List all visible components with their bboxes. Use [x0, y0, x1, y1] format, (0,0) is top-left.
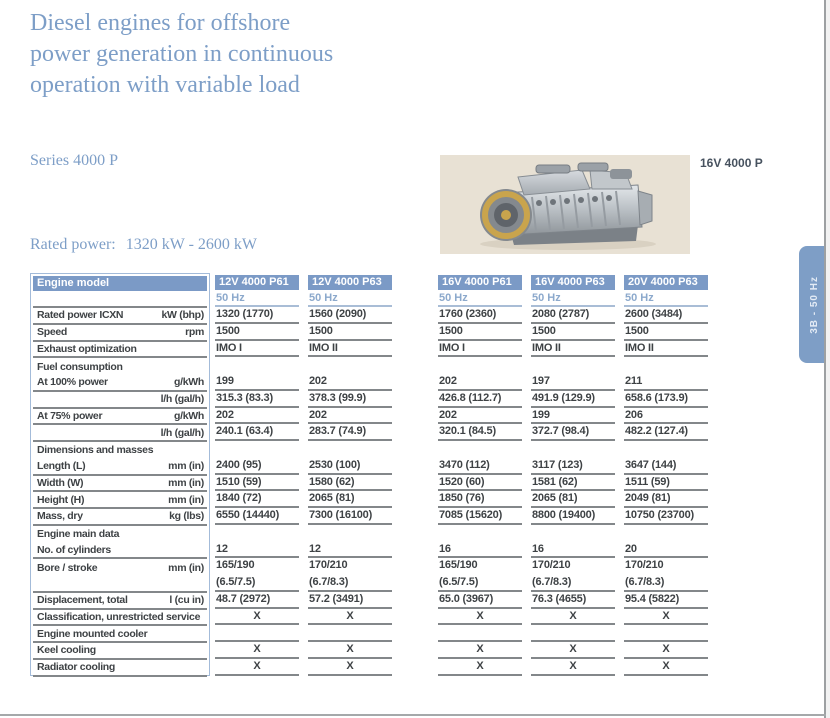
label-row [33, 459, 207, 476]
value-cell: 1511 (59) [624, 475, 708, 492]
value-cell: 2080 (2787) [531, 307, 615, 324]
value-cell: X [215, 609, 299, 626]
value-cell: IMO II [531, 341, 615, 358]
value-cell: 1580 (62) [308, 475, 392, 492]
value-cell: X [438, 659, 522, 676]
row-label: Width (W) [37, 476, 84, 489]
label-row [33, 543, 207, 560]
row-label: Classification, unrestricted service [37, 610, 201, 623]
row-label: Fuel consumption [37, 360, 123, 373]
row-unit: l (cu in) [169, 594, 204, 607]
value-cell: 320.1 (84.5) [438, 424, 522, 441]
value-cell [215, 625, 299, 642]
section-header-row [33, 526, 207, 543]
row-unit: g/kWh [174, 409, 204, 422]
label-row [33, 610, 207, 627]
row-label: At 100% power [37, 376, 108, 389]
value-cell: IMO II [624, 341, 708, 358]
value-cell: 3470 (112) [438, 458, 522, 475]
series-label: Series 4000 P [30, 152, 118, 169]
value-cell: 378.3 (99.9) [308, 391, 392, 408]
row-label: Bore / stroke [37, 561, 98, 574]
section-spacer-cell [531, 525, 615, 542]
value-cell: X [624, 609, 708, 626]
value-cell [308, 625, 392, 642]
value-cell: 1581 (62) [531, 475, 615, 492]
value-cell: 206 [624, 408, 708, 425]
row-label: Displacement, total [37, 594, 128, 607]
page-title-line-3: operation with variable load [30, 72, 300, 98]
value-cell: 1500 [308, 324, 392, 341]
row-unit: mm (in) [168, 493, 204, 506]
page-edge-bottom [0, 714, 826, 716]
value-cell: IMO I [438, 341, 522, 358]
value-cell: 283.7 (74.9) [308, 424, 392, 441]
row-unit: kW (bhp) [161, 309, 204, 322]
engine-model-block [30, 273, 210, 676]
row-label: Dimensions and masses [37, 444, 154, 457]
value-cell: 1320 (1770) [215, 307, 299, 324]
value-cell: 20 [624, 542, 708, 559]
value-cell: 1510 (59) [215, 475, 299, 492]
row-label: Length (L) [37, 460, 86, 473]
value-cell: X [215, 642, 299, 659]
value-cell: 2049 (81) [624, 491, 708, 508]
value-cell: 7300 (16100) [308, 508, 392, 525]
section-spacer-cell [215, 357, 299, 374]
value-cell: 315.3 (83.3) [215, 391, 299, 408]
value-cell: (6.5/7.5) [438, 575, 522, 592]
value-cell: 1500 [531, 324, 615, 341]
value-cell: X [215, 659, 299, 676]
label-row [33, 308, 207, 325]
engine-column-20v-4000-p63 [624, 273, 708, 676]
value-cell: X [438, 642, 522, 659]
value-cell: 170/210 [532, 559, 571, 572]
value-cell: 48.7 (2972) [215, 592, 299, 609]
value-cell: 3117 (123) [531, 458, 615, 475]
value-cell: 1500 [624, 324, 708, 341]
value-cell: 16 [438, 542, 522, 559]
frequency-cell: 50 Hz [531, 290, 615, 307]
value-cell: 12 [215, 542, 299, 559]
section-spacer-cell [438, 357, 522, 374]
section-spacer-cell [438, 525, 522, 542]
row-unit: rpm [185, 326, 204, 339]
value-cell: 2400 (95) [215, 458, 299, 475]
section-spacer-cell [531, 441, 615, 458]
value-cell: 199 [531, 408, 615, 425]
label-row [33, 392, 207, 409]
value-cell: 197 [531, 374, 615, 391]
engine-column-16v-4000-p63 [531, 273, 615, 676]
table-corner-header: Engine model [33, 276, 207, 291]
value-cell: X [308, 659, 392, 676]
section-spacer-cell [308, 441, 392, 458]
value-cell: 95.4 (5822) [624, 592, 708, 609]
engine-model-header: 12V 4000 P63 [308, 275, 392, 290]
row-label: Radiator cooling [37, 661, 116, 674]
value-cell: 1850 (76) [438, 491, 522, 508]
value-cell: (6.5/7.5) [215, 575, 299, 592]
row-label: Rated power ICXN [37, 309, 124, 322]
section-spacer-cell [215, 441, 299, 458]
section-header-row [33, 442, 207, 459]
section-header-row [33, 358, 207, 375]
value-cell: 202 [438, 374, 522, 391]
page-edge-background [826, 0, 830, 718]
value-cell: X [531, 659, 615, 676]
value-cell: 202 [308, 408, 392, 425]
value-cell: 165/190 [216, 559, 255, 572]
label-row [33, 559, 207, 576]
page-title-line-1: Diesel engines for offshore [30, 10, 291, 36]
engine-column-12v-4000-p63 [308, 273, 392, 676]
engine-model-header: 20V 4000 P63 [624, 275, 708, 290]
value-cell: X [624, 642, 708, 659]
label-row [33, 342, 207, 359]
side-tab-label: 3B - 50 Hz [809, 275, 820, 334]
label-row [33, 409, 207, 426]
engine-photo [440, 155, 690, 254]
value-cell: IMO I [215, 341, 299, 358]
value-cell: 482.2 (127.4) [624, 424, 708, 441]
value-cell: 202 [438, 408, 522, 425]
row-unit: mm (in) [168, 460, 204, 473]
frequency-cell: 50 Hz [215, 290, 299, 307]
frequency-cell: 50 Hz [624, 290, 708, 307]
value-cell: 65.0 (3967) [438, 592, 522, 609]
value-cell: 2065 (81) [308, 491, 392, 508]
section-spacer-cell [215, 525, 299, 542]
value-cell: 1520 (60) [438, 475, 522, 492]
value-cell: IMO II [308, 341, 392, 358]
section-spacer-cell [308, 357, 392, 374]
section-spacer-cell [308, 525, 392, 542]
value-cell: 6550 (14440) [215, 508, 299, 525]
row-unit: mm (in) [168, 561, 204, 574]
row-label: No. of cylinders [37, 543, 111, 556]
engine-photo-caption: 16V 4000 P [700, 156, 763, 170]
value-cell: 240.1 (63.4) [215, 424, 299, 441]
label-row [33, 476, 207, 493]
row-label: Mass, dry [37, 510, 83, 523]
frequency-cell: 50 Hz [438, 290, 522, 307]
label-row [33, 325, 207, 342]
section-spacer-cell [624, 357, 708, 374]
value-cell: (6.7/8.3) [308, 575, 392, 592]
row-label: At 75% power [37, 409, 103, 422]
value-cell: 1560 (2090) [308, 307, 392, 324]
value-cell: 3647 (144) [624, 458, 708, 475]
label-row [33, 660, 207, 677]
value-cell: X [308, 609, 392, 626]
value-cell: 202 [308, 374, 392, 391]
section-spacer-cell [624, 441, 708, 458]
label-row [33, 375, 207, 392]
row-unit: l/h (gal/h) [160, 426, 204, 439]
rated-power-label: Rated power: [30, 236, 116, 253]
label-row [33, 593, 207, 610]
value-cell: 7085 (15620) [438, 508, 522, 525]
row-unit: l/h (gal/h) [160, 393, 204, 406]
engine-column-12v-4000-p61 [215, 273, 299, 676]
value-cell: 1500 [215, 324, 299, 341]
label-row [33, 425, 207, 442]
value-cell: 2600 (3484) [624, 307, 708, 324]
value-cell: 1840 (72) [215, 491, 299, 508]
row-label: Speed [37, 326, 68, 339]
value-cell: X [308, 642, 392, 659]
value-cell: X [624, 659, 708, 676]
value-cell: X [531, 609, 615, 626]
value-cell: 170/210 [625, 559, 664, 572]
value-cell: 1500 [438, 324, 522, 341]
frequency-cell: 50 Hz [308, 290, 392, 307]
label-row [33, 576, 207, 593]
engine-model-header: 12V 4000 P61 [215, 275, 299, 290]
section-spacer-cell [438, 441, 522, 458]
row-label: Height (H) [37, 493, 85, 506]
section-spacer-cell [624, 525, 708, 542]
value-cell: 211 [624, 374, 708, 391]
row-unit: kg (lbs) [169, 510, 204, 523]
value-cell: 199 [215, 374, 299, 391]
row-label: Engine main data [37, 528, 120, 541]
label-row [33, 492, 207, 509]
label-row [33, 626, 207, 643]
value-cell: 170/210 [309, 559, 348, 572]
value-cell: 2065 (81) [531, 491, 615, 508]
rated-power-value: 1320 kW - 2600 kW [125, 236, 257, 253]
label-freq-spacer [33, 291, 207, 308]
row-label: Exhaust optimization [37, 342, 137, 355]
engine-model-header: 16V 4000 P61 [438, 275, 522, 290]
value-cell: 491.9 (129.9) [531, 391, 615, 408]
value-cell [624, 625, 708, 642]
spec-table [30, 273, 710, 677]
value-cell: 8800 (19400) [531, 508, 615, 525]
label-row [33, 643, 207, 660]
row-unit: mm (in) [168, 476, 204, 489]
value-cell: (6.7/8.3) [624, 575, 708, 592]
engine-column-16v-4000-p61 [438, 273, 522, 676]
row-unit: g/kWh [174, 376, 204, 389]
engine-illustration [440, 155, 690, 254]
value-cell: 426.8 (112.7) [438, 391, 522, 408]
row-label: Engine mounted cooler [37, 627, 148, 640]
page-title-line-2: power generation in continuous [30, 41, 334, 67]
value-cell: 2530 (100) [308, 458, 392, 475]
rated-power-line [30, 236, 257, 254]
row-label: Keel cooling [37, 644, 96, 657]
value-cell: 76.3 (4655) [531, 592, 615, 609]
value-cell [438, 625, 522, 642]
value-cell: 57.2 (3491) [308, 592, 392, 609]
page-edge-right [824, 0, 826, 718]
section-spacer-cell [531, 357, 615, 374]
page-title [30, 8, 333, 101]
value-cell [531, 625, 615, 642]
value-cell: 16 [531, 542, 615, 559]
value-cell: X [531, 642, 615, 659]
value-cell: 10750 (23700) [624, 508, 708, 525]
engine-model-header: 16V 4000 P63 [531, 275, 615, 290]
value-cell: 202 [215, 408, 299, 425]
value-cell: 1760 (2360) [438, 307, 522, 324]
value-cell: 372.7 (98.4) [531, 424, 615, 441]
label-row [33, 509, 207, 526]
value-cell: (6.7/8.3) [531, 575, 615, 592]
value-cell: X [438, 609, 522, 626]
value-cell: 165/190 [439, 559, 478, 572]
value-cell: 12 [308, 542, 392, 559]
value-cell: 658.6 (173.9) [624, 391, 708, 408]
